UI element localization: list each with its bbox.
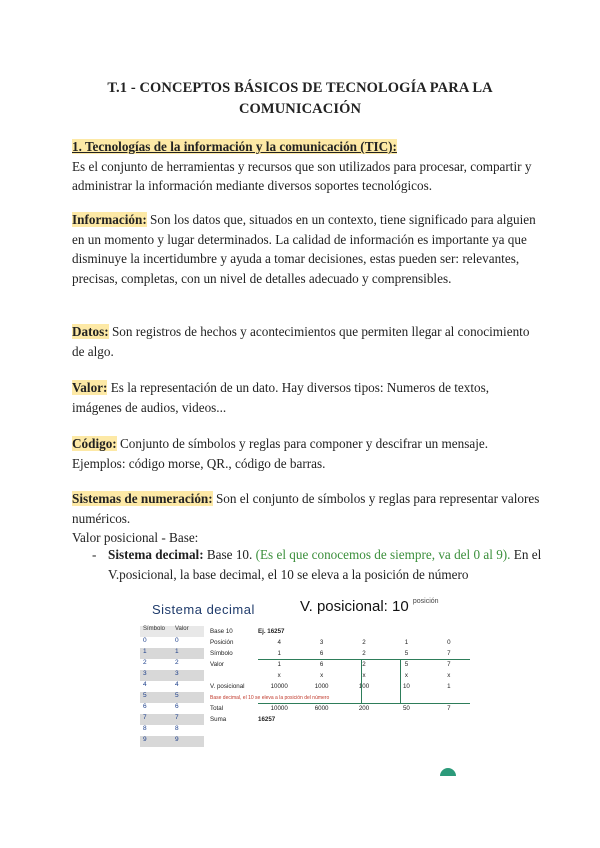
symbol-row (140, 670, 204, 681)
sum-row (210, 714, 470, 725)
row-cell: x (362, 672, 366, 679)
sum-label: Suma (210, 716, 227, 723)
symbol-cell: 0 (143, 637, 147, 644)
term-codigo: Código: (72, 436, 117, 451)
text-green-note: (Es el que conocemos de siempre, va del 0 al 9). (255, 547, 511, 562)
table-divider-2 (400, 659, 401, 704)
sum-value: 16257 (258, 716, 276, 723)
table-rule-2 (258, 703, 470, 704)
example-row (210, 648, 470, 659)
symbol-row (140, 659, 204, 670)
row-cell: 4 (277, 639, 281, 646)
figure-sistema-decimal (140, 596, 470, 776)
total-row (210, 703, 470, 714)
note-row (210, 692, 470, 703)
example-label: Ej. 16257 (258, 628, 285, 635)
total-cell: 10000 (270, 705, 288, 712)
symbol-cell: 7 (143, 714, 147, 721)
page-title (60, 78, 540, 120)
row-cell: 3 (319, 639, 324, 646)
row-cell: 1 (277, 650, 281, 657)
paragraph-valor (72, 378, 542, 417)
row-label: Símbolo (210, 650, 233, 657)
term-datos: Datos: (72, 324, 109, 339)
table-divider-1 (361, 659, 362, 704)
row-cell: 2 (362, 661, 366, 668)
value-cell: 8 (175, 725, 179, 732)
paragraph-informacion (72, 210, 542, 288)
symbol-cell: 5 (143, 692, 147, 699)
row-cell: 2 (362, 639, 366, 646)
text-valor-posicional: Valor posicional - Base: (72, 530, 199, 546)
symbol-value-table (140, 626, 204, 747)
row-cell: 5 (404, 661, 409, 668)
bullet-dash: - (92, 547, 97, 562)
value-cell: 2 (175, 659, 179, 666)
base-label: Base 10 (210, 628, 233, 635)
example-row (210, 681, 470, 692)
row-cell: 7 (447, 661, 451, 668)
text-sistemas: Son el conjunto de símbolos y reglas para representar valores numéricos. (72, 491, 540, 526)
section-tic (72, 137, 542, 196)
value-cell: 4 (175, 681, 179, 688)
row-cell: x (320, 672, 324, 679)
value-cell: 9 (175, 736, 179, 743)
total-cell: 7 (447, 705, 451, 712)
text-codigo: Conjunto de símbolos y reglas para componer y descifrar un mensaje. Ejemplos: código morse, QR., código de barras. (72, 436, 489, 471)
example-rows (210, 637, 470, 692)
value-cell: 0 (175, 637, 179, 644)
row-label: Posición (210, 639, 234, 646)
row-cell: x (404, 672, 408, 679)
row-label: Valor (210, 661, 224, 668)
total-label: Total (210, 705, 224, 712)
table-rule-1 (258, 659, 470, 660)
title-line-2: COMUNICACIÓN (238, 101, 362, 117)
term-valor: Valor: (72, 380, 108, 395)
symbol-cell: 8 (143, 725, 147, 732)
section-heading-tic: 1. Tecnologías de la información y la comunicación (TIC): (72, 139, 397, 154)
symbol-row (140, 736, 204, 747)
paragraph-datos (72, 322, 542, 361)
total-cell: 50 (402, 705, 410, 712)
value-cell: 6 (175, 703, 179, 710)
symbol-cell: 1 (143, 648, 147, 655)
example-row (210, 637, 470, 648)
symbol-cell: 6 (143, 703, 147, 710)
paragraph-codigo (72, 434, 542, 473)
text-valor: Es la representación de un dato. Hay diversos tipos: Numeros de textos, imágenes de audios, videos... (72, 380, 490, 415)
figure-vpos (300, 598, 439, 615)
symbol-cell: 4 (143, 681, 147, 688)
term-sistema-decimal: Sistema decimal: (108, 547, 204, 562)
paragraph-sistemas (72, 489, 542, 548)
text-datos: Son registros de hechos y acontecimientos que permiten llegar al conocimiento de algo. (72, 324, 530, 359)
symbol-cell: 3 (143, 670, 147, 677)
row-cell: 7 (447, 650, 451, 657)
row-cell: x (277, 672, 281, 679)
symbol-cell: 2 (143, 659, 147, 666)
symbol-row (140, 714, 204, 725)
text-base: Base 10. (203, 547, 256, 562)
note-text: Base decimal, el 10 se eleva a la posición del número (210, 694, 330, 701)
row-cell: 1 (447, 683, 451, 690)
row-label: V. posicional (210, 683, 245, 690)
value-cell: 3 (175, 670, 179, 677)
total-cell: 200 (358, 705, 370, 712)
row-cell: 5 (404, 650, 409, 657)
row-cell: 1000 (314, 683, 329, 690)
row-cell: 6 (319, 661, 324, 668)
header-valor: Valor (175, 626, 189, 632)
row-cell: 1 (277, 661, 281, 668)
symbol-row (140, 637, 204, 648)
row-cell: 2 (362, 650, 366, 657)
value-cell: 7 (175, 714, 179, 721)
figure-title: Sistema decimal (152, 602, 255, 617)
text-informacion: Son los datos que, situados en un contexto, tiene significado para alguien en un momento y lugar determinados. La calidad de información es importante ya que disminuye la incertidumbre y ayuda a tomar decisiones, estas pueden ser: relevantes, precisas, completas, con un nivel de detalles adecuado y comprensibles. (72, 212, 536, 286)
title-line-1: T.1 - CONCEPTOS BÁSICOS DE TECNOLOGÍA PARA LA (107, 80, 493, 96)
example-row (210, 670, 470, 681)
term-informacion: Información: (72, 212, 147, 227)
example-table (210, 626, 470, 725)
figure-vpos-text: V. posicional: 10 (300, 598, 409, 615)
total-cell: 6000 (314, 705, 329, 712)
symbol-row (140, 648, 204, 659)
row-cell: x (447, 672, 451, 679)
term-sistemas: Sistemas de numeración: (72, 491, 213, 506)
symbol-row (140, 681, 204, 692)
example-header-row (210, 626, 470, 637)
symbol-row (140, 692, 204, 703)
row-cell: 1 (404, 639, 409, 646)
symbol-table-rows (140, 637, 204, 747)
row-cell: 100 (358, 683, 370, 690)
figure-vpos-sup: posición (412, 598, 439, 605)
bullet-sistema-decimal (108, 545, 548, 584)
example-row (210, 659, 470, 670)
symbol-row (140, 725, 204, 736)
row-cell: 6 (319, 650, 324, 657)
header-simbolo: Símbolo (143, 626, 166, 632)
text-bullet-rest: En el V.posicional, la base decimal, el 10 se eleva a la posición de número (108, 547, 542, 582)
symbol-table-header (140, 626, 204, 637)
symbol-row (140, 703, 204, 714)
row-cell: 10000 (270, 683, 288, 690)
row-cell: 10 (402, 683, 410, 690)
value-cell: 1 (175, 648, 179, 655)
value-cell: 5 (175, 692, 179, 699)
section-text-tic: Es el conjunto de herramientas y recursos que son utilizados para procesar, compartir y administrar la información mediante diversos soportes tecnológicos. (72, 158, 532, 194)
row-cell: 0 (447, 639, 451, 646)
symbol-cell: 9 (143, 736, 147, 743)
